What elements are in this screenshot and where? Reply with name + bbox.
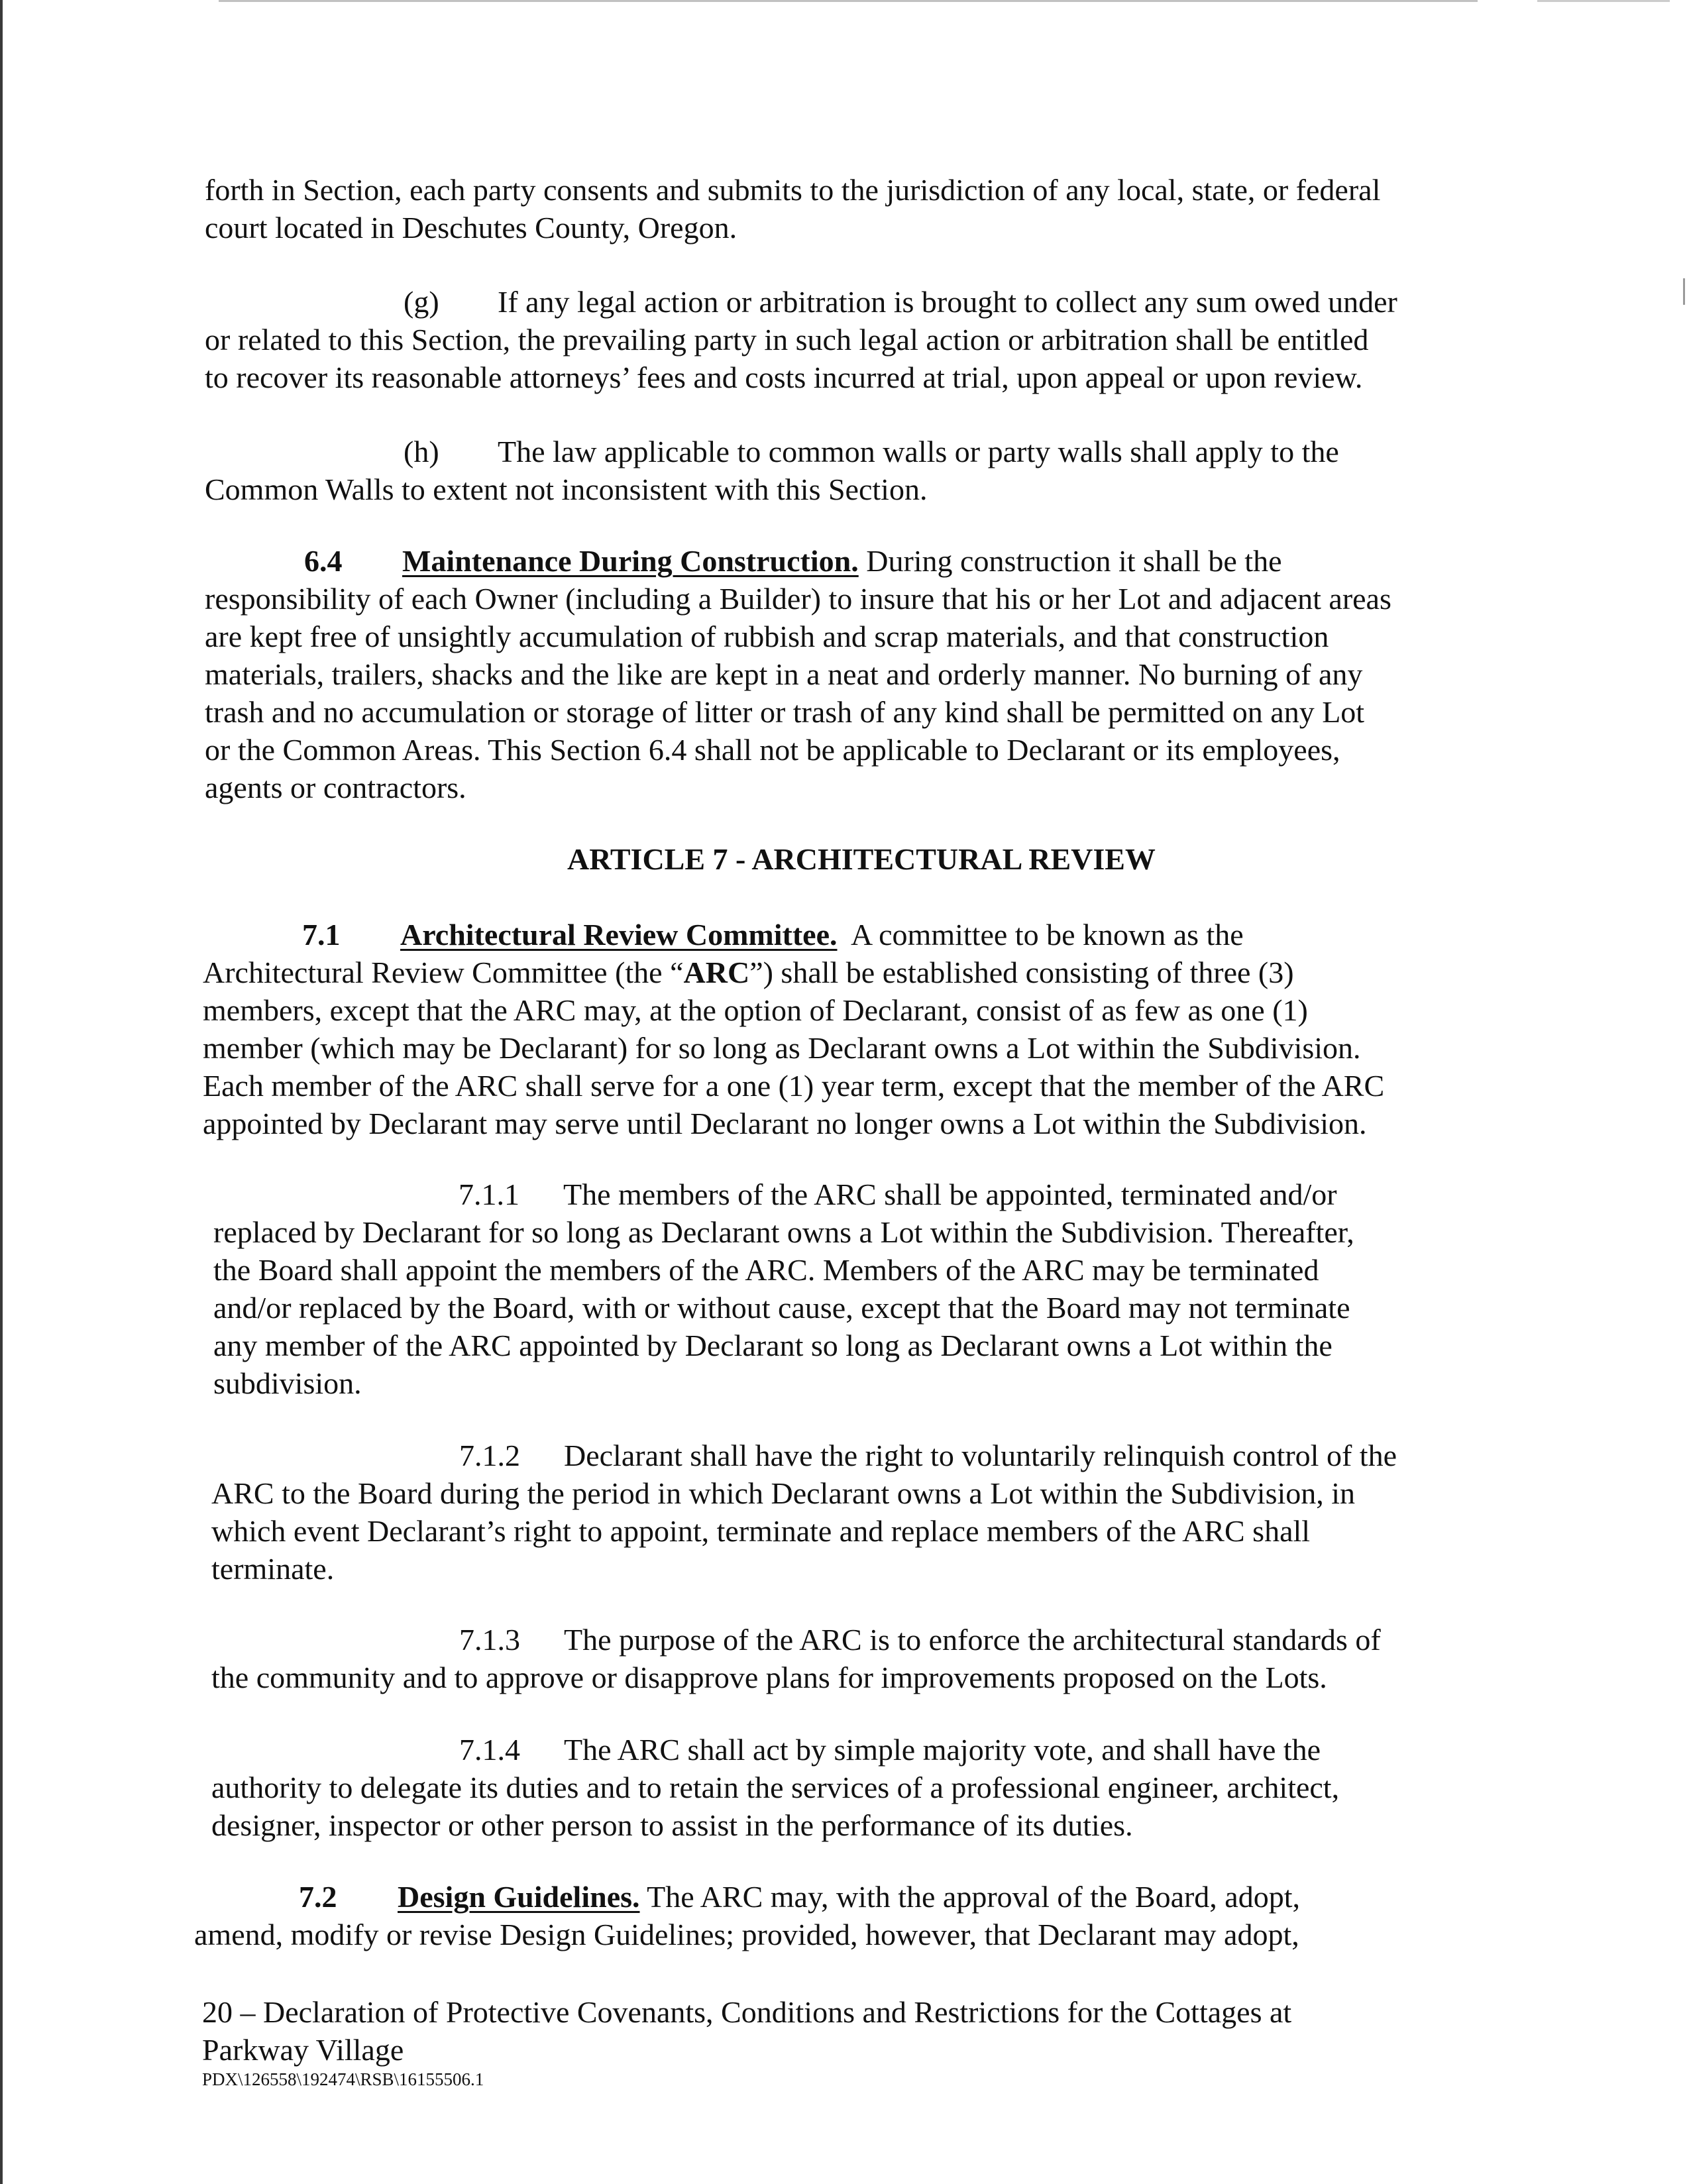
section-7-1-2: 7.1.2 Declarant shall have the right to voluntarily relinquish control of the ARC to the Board during the period in which Declarant owns a Lot within the Subdivision, in which event Declarant’s right to appoint, terminate and replace members of the ARC shall terminate. [211,1437,1397,1588]
section-6-4: 6.4 Maintenance During Construction. During construction it shall be the responsibility of each Owner (including a Builder) to insure that his or her Lot and adjacent areas are kept free of unsightly accumulation of rubbish and scrap materials, and that construction materials, trailers, shacks and the like are kept in a neat and orderly manner. No burning of any trash and no accumulation or storage of litter or trash of any kind shall be permitted on any Lot or the Common Areas. This Section 6.4 shall not be applicable to Declarant or its employees, agents or contractors. [205,542,1391,806]
paragraph-h: (h) The law applicable to common walls or party walls shall apply to the Common Walls to extent not inconsistent with this Section. [205,433,1339,508]
section-7-1-4-number: 7.1.4 [459,1733,520,1767]
section-7-1-4: 7.1.4 The ARC shall act by simple majority vote, and shall have the authority to delegate its duties and to retain the services of a professional engineer, architect, designer, inspector or other person to assist in the performance of its duties. [211,1731,1339,1844]
paragraph-g-label: (g) [404,285,439,319]
scan-edge-top-right [1537,0,1670,2]
section-6-4-title: Maintenance During Construction. [402,544,859,578]
scan-edge-top [219,0,1478,2]
paragraph-h-label: (h) [404,435,439,468]
section-7-2-number: 7.2 [299,1880,337,1914]
arc-defined-term: ARC [683,956,750,989]
section-7-1-2-number: 7.1.2 [459,1439,520,1472]
footer-title-line-1: 20 – Declaration of Protective Covenants, Conditions and Restrictions for the Cottages at [202,1995,1292,2029]
section-7-1-title: Architectural Review Committee. [400,918,838,952]
article-heading: ARTICLE 7 - ARCHITECTURAL REVIEW [567,842,1156,876]
section-7-1-1-number: 7.1.1 [459,1177,519,1211]
section-7-1: 7.1 Architectural Review Committee. A committee to be known as the Architectural Review Committee (the “ARC”) shall be established consisting of three (3) members, except that the ARC may, at the option of Declarant, consist of as few as one (1) member (which may be Declarant) for so long as Declarant owns a Lot within the Subdivision. Each member of the ARC shall serve for a one (1) year term, except that the member of the ARC appointed by Declarant may serve until Declarant no longer owns a Lot within the Subdivision. [203,916,1384,1142]
paragraph-g: (g) If any legal action or arbitration is brought to collect any sum owed under or related to this Section, the prevailing party in such legal action or arbitration shall be entitled to recover its reasonable attorneys’ fees and costs incurred at trial, upon appeal or upon review. [205,283,1397,396]
section-7-1-number: 7.1 [302,918,341,952]
section-7-1-1: 7.1.1 The members of the ARC shall be appointed, terminated and/or replaced by Declarant for so long as Declarant owns a Lot within the Subdivision. Thereafter, the Board shall appoint the members of the ARC. Members of the ARC may be terminated and/or replaced by the Board, with or without cause, except that the Board may not terminate any member of the ARC appointed by Declarant so long as Declarant owns a Lot within the subdivision. [213,1175,1354,1402]
footer-doc-id: PDX\126558\192474\RSB\16155506.1 [202,2069,484,2089]
scan-edge-left [0,0,3,2184]
paragraph-forum-continuation: forth in Section, each party consents and submits to the jurisdiction of any local, state, or federal court located in Deschutes County, Oregon. [205,173,1381,245]
scan-mark [1683,278,1685,305]
section-7-2: 7.2 Design Guidelines. The ARC may, with the approval of the Board, adopt, amend, modify or revise Design Guidelines; provided, however, that Declarant may adopt, [194,1878,1300,1953]
section-7-2-title: Design Guidelines. [398,1880,640,1914]
section-6-4-number: 6.4 [304,544,343,578]
section-7-1-3: 7.1.3 The purpose of the ARC is to enforce the architectural standards of the community and to approve or disapprove plans for improvements proposed on the Lots. [211,1621,1381,1696]
section-7-1-3-number: 7.1.3 [459,1623,520,1657]
page-footer [202,1993,1291,2069]
footer-title-line-2: Parkway Village [202,2033,404,2067]
